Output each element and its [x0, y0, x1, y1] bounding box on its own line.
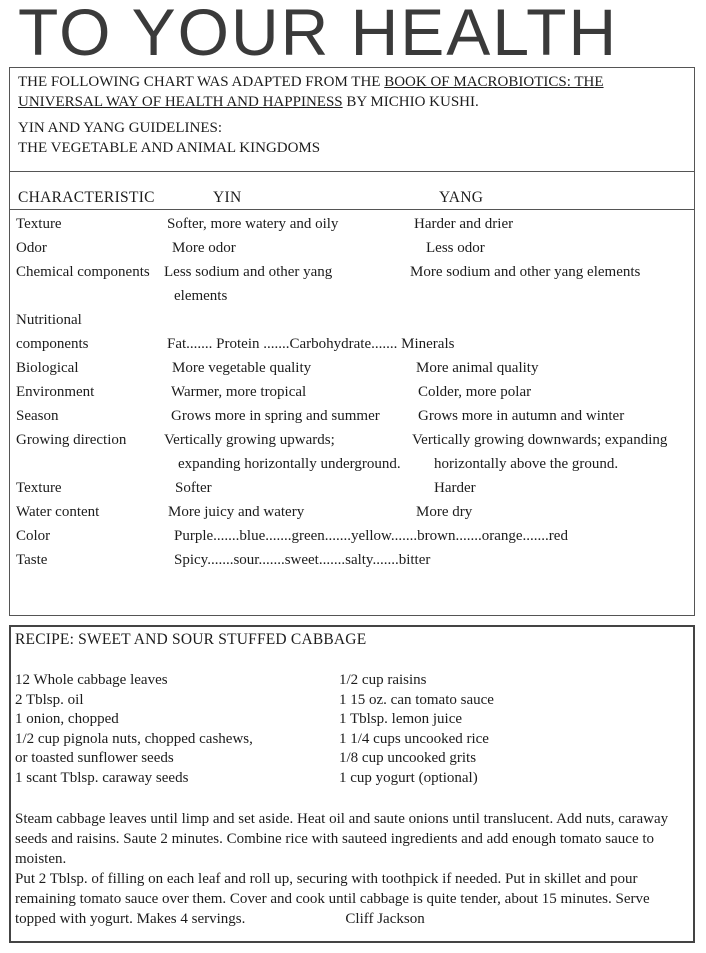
intro-text: THE FOLLOWING CHART WAS ADAPTED FROM THE [18, 74, 385, 90]
row-spectrum: Spicy.......sour.......sweet.......salty.......bitter [174, 552, 431, 568]
recipe-instructions [15, 809, 691, 929]
row-yang: Grows more in autumn and winter [418, 408, 625, 424]
ingredient: 1 15 oz. can tomato sauce [339, 691, 494, 708]
row-yin: More juicy and watery [168, 504, 305, 520]
row-yang: More sodium and other yang elements [410, 264, 641, 280]
ingredient: 12 Whole cabbage leaves [15, 672, 168, 688]
row-yin: Softer [175, 480, 212, 496]
row-yin: More vegetable quality [172, 360, 312, 376]
row-yin: Grows more in spring and summer [171, 408, 380, 424]
instruction-step-2-text: Put 2 Tblsp. of filling on each leaf and roll up, securing with toothpick if needed. Put in skillet and pour remaining tomato sauce over them. Cover and cook until cabbage is quite tender, about 15 minutes. Serve topped with yogurt. Makes 4 servings. [15, 871, 650, 927]
ingredient: or toasted sunflower seeds [15, 750, 174, 767]
row-characteristic: Texture [16, 216, 62, 232]
column-header-yin: YIN [213, 189, 242, 206]
recipe-title: RECIPE: SWEET AND SOUR STUFFED CABBAGE [15, 631, 367, 648]
row-yang: Harder and drier [414, 216, 514, 232]
row-characteristic: Biological [16, 360, 79, 376]
guidelines-line-2: THE VEGETABLE AND ANIMAL KINGDOMS [18, 140, 321, 156]
row-yang: More dry [416, 504, 473, 520]
book-title: BOOK OF MACROBIOTICS: THE [384, 74, 604, 90]
guidelines-line-1: YIN AND YANG GUIDELINES: [18, 120, 223, 136]
ingredient: 1/8 cup uncooked grits [339, 750, 477, 767]
ingredient: 1 scant Tblsp. caraway seeds [15, 769, 189, 786]
row-yin: Vertically growing upwards; [164, 432, 335, 448]
ingredient: 1/2 cup raisins [339, 672, 427, 688]
row-yin-continued: expanding horizontally underground. [178, 456, 401, 472]
row-yin: Warmer, more tropical [171, 384, 307, 400]
row-characteristic: Nutritional [16, 312, 82, 328]
row-characteristic: Water content [16, 504, 100, 520]
intro-author: BY MICHIO KUSHI. [342, 94, 479, 110]
row-yin: More odor [172, 240, 236, 256]
header-divider [10, 209, 694, 210]
ingredient: 1 1/4 cups uncooked rice [339, 730, 489, 747]
row-spectrum: Fat....... Protein .......Carbohydrate....... Minerals [167, 336, 455, 352]
ingredients-right [339, 671, 494, 789]
row-yang-continued: horizontally above the ground. [434, 456, 619, 472]
ingredient: 1 cup yogurt (optional) [339, 769, 478, 786]
row-yin-continued: elements [174, 288, 228, 304]
row-characteristic: Odor [16, 240, 47, 256]
guidelines-heading [18, 118, 320, 158]
row-characteristic: Texture [16, 480, 62, 496]
recipe-box [9, 625, 695, 943]
row-yang: More animal quality [416, 360, 539, 376]
row-characteristic-continued: components [16, 336, 89, 352]
column-header-yang: YANG [439, 189, 484, 206]
row-yang: Less odor [426, 240, 485, 256]
ingredient: 2 Tblsp. oil [15, 691, 84, 708]
instruction-step-1: Steam cabbage leaves until limp and set aside. Heat oil and saute onions until translucent. Add nuts, caraway seeds and raisins. Saute 2 minutes. Combine rice with sauteed ingredients and add enough tomato sauce to moisten. [15, 811, 669, 867]
yin-yang-chart-box [9, 67, 695, 616]
row-yang: Harder [434, 480, 476, 496]
row-yang: Colder, more polar [418, 384, 532, 400]
row-characteristic: Chemical components [16, 264, 150, 280]
book-title-continued: UNIVERSAL WAY OF HEALTH AND HAPPINESS [18, 94, 343, 110]
row-characteristic: Growing direction [16, 432, 127, 448]
page-title: TO YOUR HEALTH [18, 0, 619, 69]
row-characteristic: Taste [16, 552, 48, 568]
ingredient: 1 Tblsp. lemon juice [339, 711, 463, 728]
row-characteristic: Season [16, 408, 59, 424]
row-characteristic: Color [16, 528, 51, 544]
row-yang: Vertically growing downwards; expanding [412, 432, 668, 448]
row-spectrum: Purple.......blue.......green.......yellow.......brown.......orange.......red [174, 528, 568, 544]
chart-source-intro [18, 72, 604, 112]
divider [10, 171, 694, 172]
instruction-step-2 [15, 869, 691, 929]
ingredients-left [15, 671, 253, 789]
row-characteristic: Environment [16, 384, 95, 400]
recipe-author: Cliff Jackson [345, 911, 425, 927]
ingredient: 1/2 cup pignola nuts, chopped cashews, [15, 730, 253, 747]
ingredient: 1 onion, chopped [15, 711, 119, 728]
row-yin: Less sodium and other yang [164, 264, 333, 280]
row-yin: Softer, more watery and oily [167, 216, 339, 232]
column-header-characteristic: CHARACTERISTIC [18, 189, 155, 206]
